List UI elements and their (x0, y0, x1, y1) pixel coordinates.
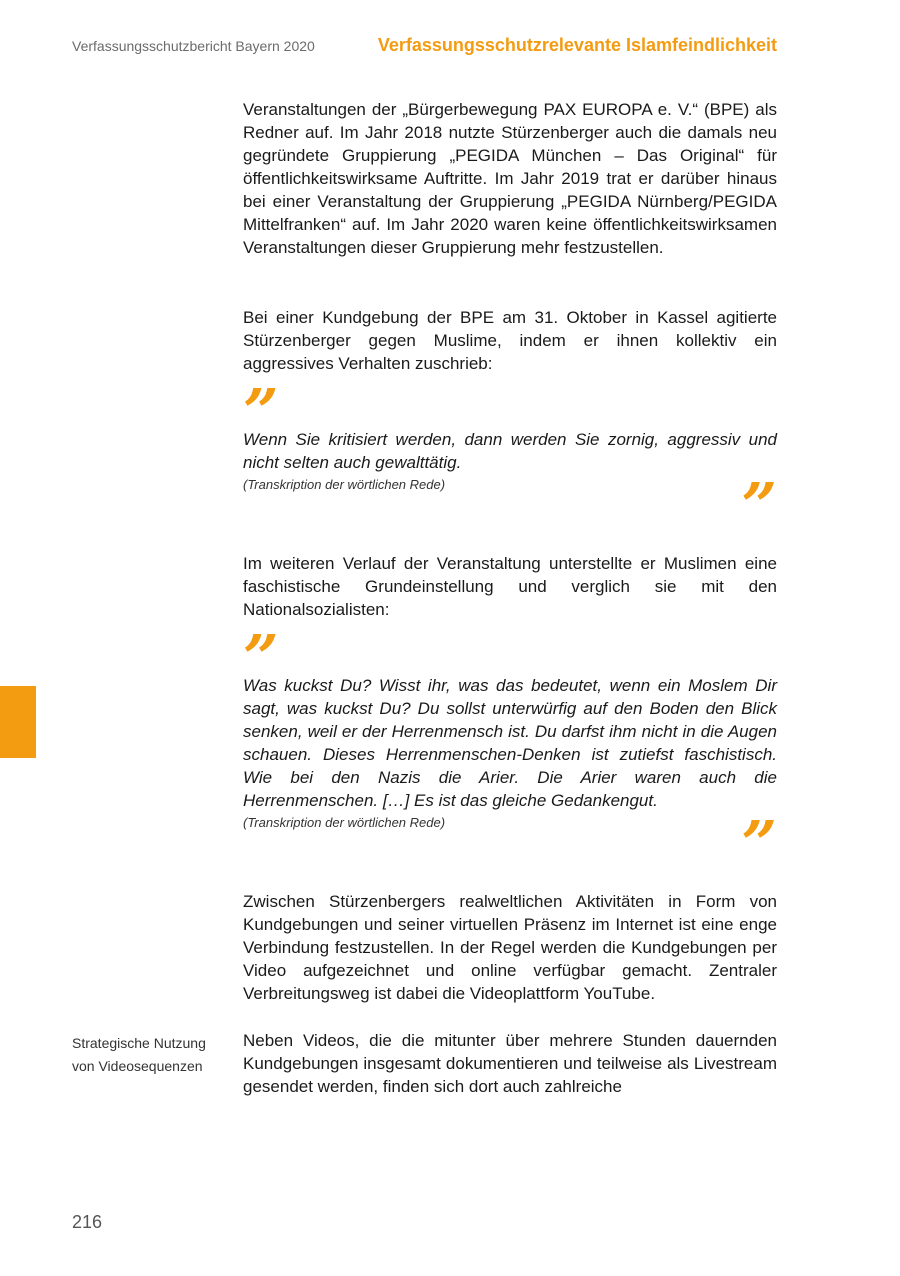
chapter-tab-marker (0, 686, 36, 758)
paragraph-text: Neben Videos, die die mitunter über mehrere Stunden dauernden Kundgebungen insgesamt dokumentieren und teilweise als Livestream gesendet werden, finden sich dort auch zahlreiche (243, 1031, 777, 1096)
body-paragraph-5 (243, 1029, 777, 1098)
body-paragraph-3 (243, 552, 777, 621)
paragraph-text: Im weiteren Verlauf der Veranstaltung unterstellte er Muslimen eine faschistische Grundeinstellung und verglich sie mit den Nationalsozialisten: (243, 554, 777, 619)
running-header-publication: Verfassungsschutzbericht Bayern 2020 (72, 38, 315, 54)
body-paragraph-4 (243, 890, 777, 1005)
paragraph-text: Zwischen Stürzenbergers realweltlichen Aktivitäten in Form von Kundgebungen und seiner virtuellen Präsenz im Internet ist eine enge Verbindung festzustellen. In der Regel werden die Kundgebungen per Video aufgezeichnet und online verfügbar gemacht. Zentraler Verbreitungsweg ist dabei die Videoplattform YouTube. (243, 892, 777, 1003)
page-number: 216 (72, 1212, 103, 1232)
block-quote-2 (243, 621, 777, 880)
quote-source: (Transkription der wörtlichen Rede) (243, 477, 446, 492)
quote-text: Was kuckst Du? Wisst ihr, was das bedeutet, wenn ein Moslem Dir sagt, was kuckst Du? Du sollst unterwürfig auf den Boden den Blick senken, weil er der Herrenmensch ist. Du darfst ihm nicht in die Augen schauen. Dieses Herrenmenschen-Denken ist zutiefst faschistisch. Wie bei den Nazis die Arier. Die Arier waren auch die Herrenmenschen. […] Es ist das gleiche Gedankengut. (243, 676, 777, 810)
closing-quote-mark-icon: ” (741, 469, 777, 542)
quote-text: Wenn Sie kritisiert werden, dann werden Sie zornig, aggressiv und nicht selten auch gewalttätig. (243, 430, 777, 472)
margin-note: Strategische Nutzung von Videosequenzen (72, 1035, 206, 1074)
running-header-chapter: Verfassungsschutzrelevante Islamfeindlichkeit (377, 35, 777, 55)
body-paragraph-1 (243, 98, 777, 259)
quote-source: (Transkription der wörtlichen Rede) (243, 815, 446, 830)
block-quote-1 (243, 375, 777, 542)
body-paragraph-2 (243, 306, 777, 375)
opening-quote-mark-icon: ” (243, 375, 279, 448)
opening-quote-mark-icon: ” (243, 621, 279, 694)
closing-quote-mark-icon: ” (741, 807, 777, 880)
paragraph-text: Bei einer Kundgebung der BPE am 31. Oktober in Kassel agitierte Stürzenberger gegen Muslime, indem er ihnen kollektiv ein aggressives Verhalten zuschrieb: (243, 308, 777, 373)
paragraph-text: Veranstaltungen der „Bürgerbewegung PAX EUROPA e. V.“ (BPE) als Redner auf. Im Jahr 2018 nutzte Stürzenberger auch die damals neu gegründete Gruppierung „PEGIDA München – Das Original“ für öffentlichkeitswirksame Auftritte. Im Jahr 2019 trat er darüber hinaus bei einer Veranstaltung der Gruppierung „PEGIDA Nürnberg/PEGIDA Mittelfranken“ auf. Im Jahr 2020 waren keine öffentlichkeitswirksamen Veranstaltungen dieser Gruppierung mehr festzustellen. (243, 100, 777, 257)
